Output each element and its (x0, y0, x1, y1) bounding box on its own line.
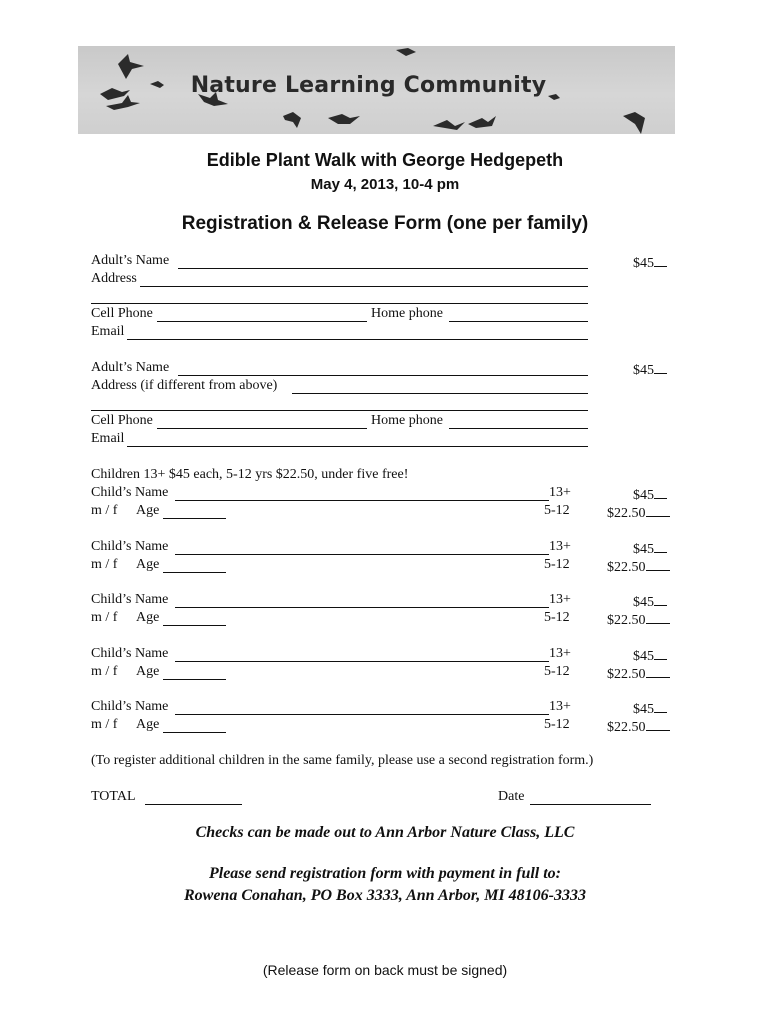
child4-name-label: Child’s Name (91, 646, 169, 661)
banner-title: Nature Learning Community (190, 73, 547, 98)
adult1-home-field[interactable] (449, 321, 588, 322)
child2-fee512-amount: $22.50 (607, 560, 646, 575)
child1-name-field[interactable] (175, 500, 549, 501)
child1-age-field[interactable] (163, 518, 226, 519)
child5-fee13 (633, 699, 667, 718)
child3-name-field[interactable] (175, 607, 549, 608)
child1-name-label: Child’s Name (91, 485, 169, 500)
adult1-address-label: Address (91, 271, 137, 286)
child4-age13-label: 13+ (549, 646, 571, 661)
child1-fee512-field[interactable] (646, 503, 670, 517)
adult2-fee-field[interactable] (654, 360, 667, 374)
adult2-address-field-line2[interactable] (91, 410, 588, 411)
child5-name-label: Child’s Name (91, 699, 169, 714)
adult1-address-field-line2[interactable] (91, 303, 588, 304)
child3-age-label: Age (136, 610, 160, 625)
child4-mf-label: m / f (91, 664, 118, 679)
additional-children-note: (To register additional children in the same family, please use a second registration form.) (91, 753, 594, 768)
child1-age13-label: 13+ (549, 485, 571, 500)
child5-fee13-field[interactable] (654, 699, 667, 713)
adult1-fee-field[interactable] (654, 253, 667, 267)
child1-fee13-field[interactable] (654, 485, 667, 499)
form-title: Registration & Release Form (one per family) (181, 213, 589, 234)
checks-note: Checks can be made out to Ann Arbor Nature Class, LLC (195, 824, 575, 841)
mailing-address: Rowena Conahan, PO Box 3333, Ann Arbor, MI 48106-3333 (183, 887, 586, 904)
child1-fee512 (607, 503, 670, 522)
total-label: TOTAL (91, 789, 136, 804)
child3-age13-label: 13+ (549, 592, 571, 607)
child1-mf-label: m / f (91, 503, 118, 518)
child5-age512-label: 5-12 (544, 717, 570, 732)
adult1-cell-field[interactable] (157, 321, 367, 322)
adult2-home-field[interactable] (449, 428, 588, 429)
child4-fee512-amount: $22.50 (607, 667, 646, 682)
child5-age-field[interactable] (163, 732, 226, 733)
child4-fee512 (607, 664, 670, 683)
child5-age-label: Age (136, 717, 160, 732)
child1-fee512-amount: $22.50 (607, 506, 646, 521)
child2-age-label: Age (136, 557, 160, 572)
header-banner (78, 46, 675, 134)
adult2-fee (633, 360, 667, 379)
send-note: Please send registration form with payment in full to: (208, 865, 562, 882)
child5-fee512 (607, 717, 670, 736)
adult2-fee-amount: $45 (633, 363, 654, 378)
child2-fee13-amount: $45 (633, 542, 654, 557)
child5-name-field[interactable] (175, 714, 549, 715)
adult1-email-label: Email (91, 324, 125, 339)
adult2-address-label: Address (if different from above) (91, 378, 278, 393)
adult2-name-label: Adult’s Name (91, 360, 170, 375)
child2-mf-label: m / f (91, 557, 118, 572)
adult1-home-label: Home phone (371, 306, 443, 321)
adult2-cell-field[interactable] (157, 428, 367, 429)
child3-fee512 (607, 610, 670, 629)
child2-name-field[interactable] (175, 554, 549, 555)
adult1-fee-amount: $45 (633, 256, 654, 271)
child4-age512-label: 5-12 (544, 664, 570, 679)
total-field[interactable] (145, 804, 242, 805)
child1-fee13-amount: $45 (633, 488, 654, 503)
child4-age-field[interactable] (163, 679, 226, 680)
child4-fee13-amount: $45 (633, 649, 654, 664)
adult2-address-field[interactable] (292, 393, 588, 394)
child5-mf-label: m / f (91, 717, 118, 732)
child5-fee512-amount: $22.50 (607, 720, 646, 735)
child2-age-field[interactable] (163, 572, 226, 573)
child2-age13-label: 13+ (549, 539, 571, 554)
child4-fee512-field[interactable] (646, 664, 670, 678)
event-title: Edible Plant Walk with George Hedgepeth (206, 150, 564, 170)
adult1-email-field[interactable] (127, 339, 588, 340)
children-note: Children 13+ $45 each, 5-12 yrs $22.50, under five free! (91, 467, 409, 482)
child2-name-label: Child’s Name (91, 539, 169, 554)
child1-age512-label: 5-12 (544, 503, 570, 518)
adult1-name-field[interactable] (178, 268, 588, 269)
child2-fee512 (607, 557, 670, 576)
event-date: May 4, 2013, 10-4 pm (310, 176, 460, 193)
child2-fee512-field[interactable] (646, 557, 670, 571)
child5-fee13-amount: $45 (633, 702, 654, 717)
adult2-cell-label: Cell Phone (91, 413, 153, 428)
child2-fee13 (633, 539, 667, 558)
child3-name-label: Child’s Name (91, 592, 169, 607)
child4-name-field[interactable] (175, 661, 549, 662)
adult2-email-label: Email (91, 431, 125, 446)
adult1-cell-label: Cell Phone (91, 306, 153, 321)
child3-fee512-amount: $22.50 (607, 613, 646, 628)
child2-age512-label: 5-12 (544, 557, 570, 572)
child3-fee512-field[interactable] (646, 610, 670, 624)
release-note: (Release form on back must be signed) (262, 962, 508, 978)
child1-fee13 (633, 485, 667, 504)
child5-fee512-field[interactable] (646, 717, 670, 731)
adult1-name-label: Adult’s Name (91, 253, 170, 268)
child4-age-label: Age (136, 664, 160, 679)
child1-age-label: Age (136, 503, 160, 518)
date-field[interactable] (530, 804, 651, 805)
child3-fee13 (633, 592, 667, 611)
child4-fee13 (633, 646, 667, 665)
child5-age13-label: 13+ (549, 699, 571, 714)
child3-fee13-field[interactable] (654, 592, 667, 606)
child3-fee13-amount: $45 (633, 595, 654, 610)
adult2-home-label: Home phone (371, 413, 443, 428)
adult2-name-field[interactable] (178, 375, 588, 376)
child4-fee13-field[interactable] (654, 646, 667, 660)
date-label: Date (498, 789, 525, 804)
child2-fee13-field[interactable] (654, 539, 667, 553)
child3-age-field[interactable] (163, 625, 226, 626)
adult2-email-field[interactable] (127, 446, 588, 447)
adult1-address-field[interactable] (140, 286, 588, 287)
child3-age512-label: 5-12 (544, 610, 570, 625)
adult1-fee (633, 253, 667, 272)
child3-mf-label: m / f (91, 610, 118, 625)
